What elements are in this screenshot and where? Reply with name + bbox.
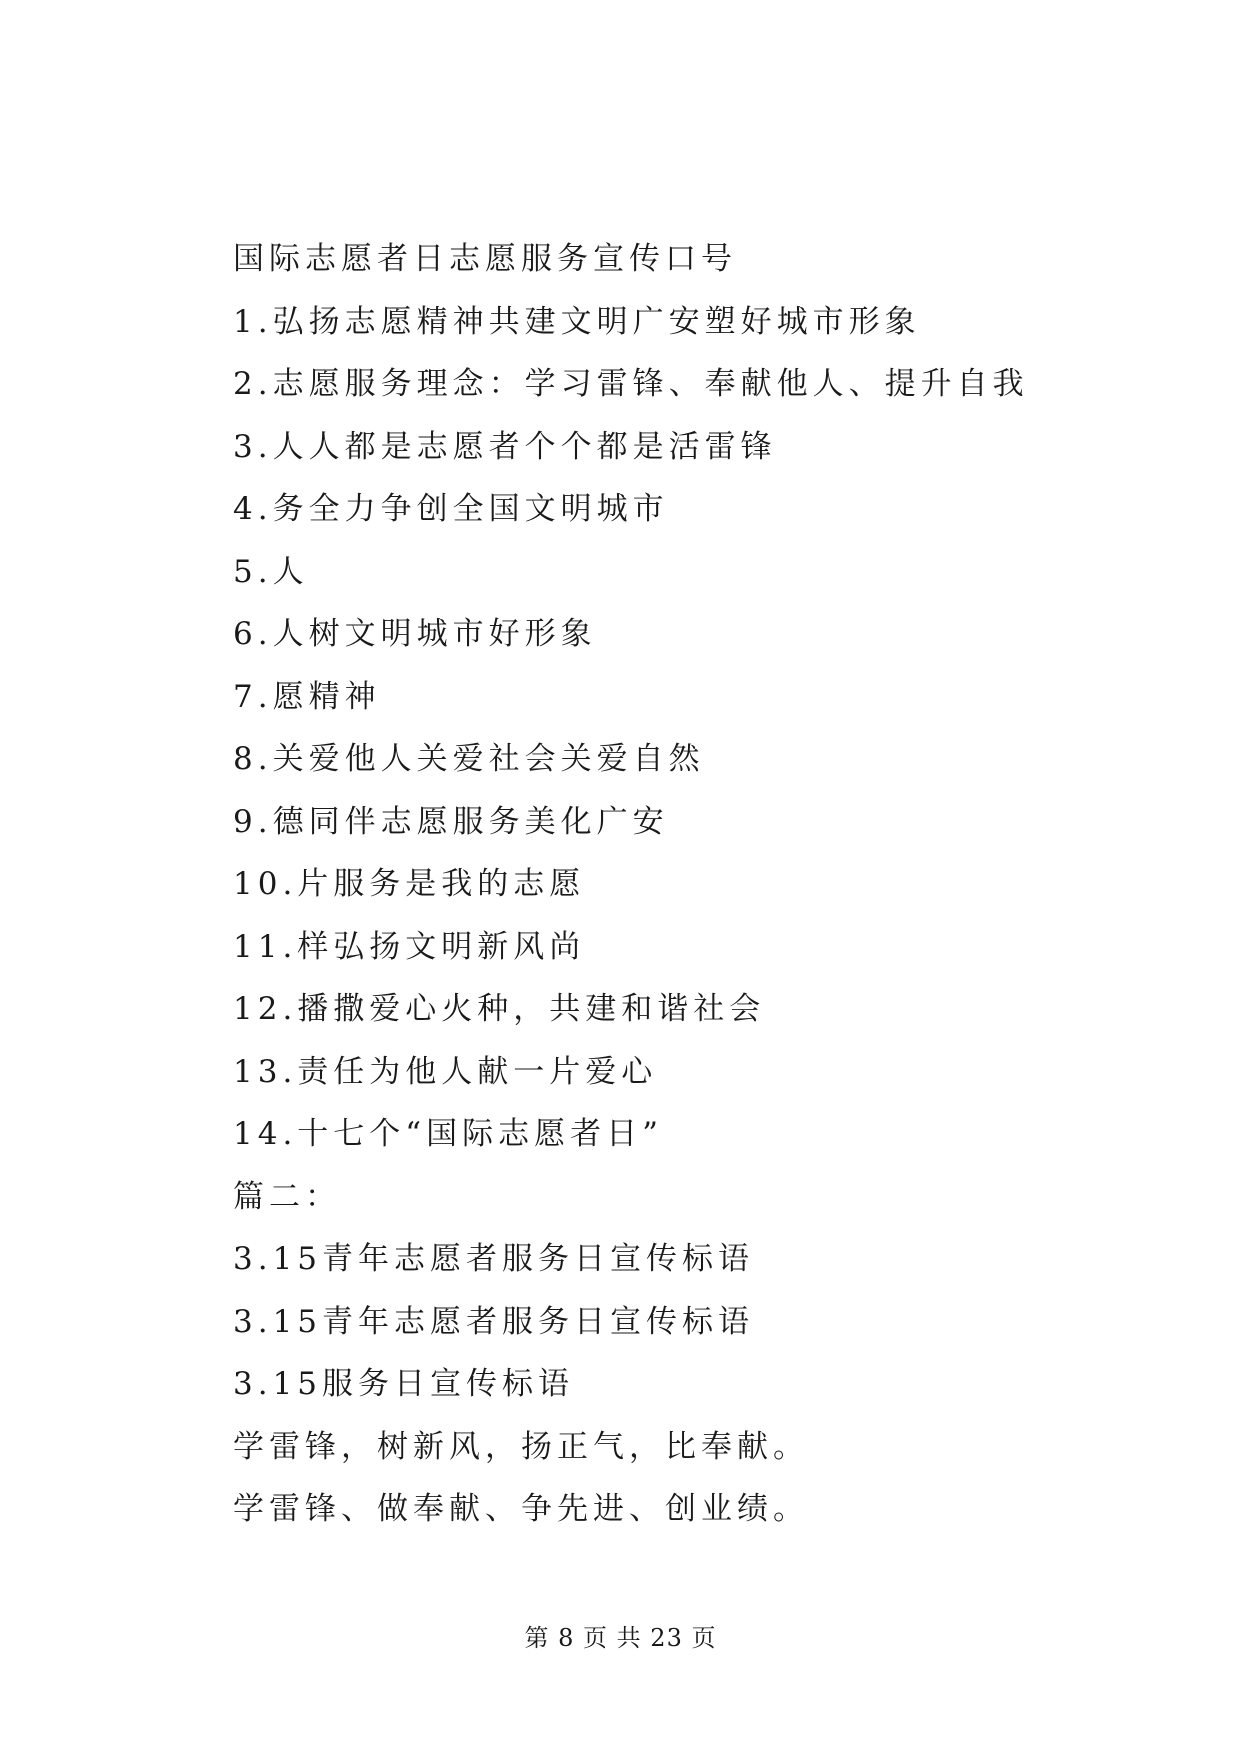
slogan-line: 3.15青年志愿者服务日宣传标语 bbox=[233, 1241, 755, 1277]
slogan-line: 学雷锋、做奉献、争先进、创业绩。 bbox=[233, 1491, 809, 1527]
slogan-line: 3.15服务日宣传标语 bbox=[233, 1366, 575, 1402]
document-title: 国际志愿者日志愿服务宣传口号 bbox=[233, 241, 737, 277]
slogan-line: 学雷锋，树新风，扬正气，比奉献。 bbox=[233, 1428, 809, 1465]
slogan-line: 2.志愿服务理念：学习雷锋、奉献他人、提升自我 bbox=[233, 366, 1029, 402]
slogan-line: 4.务全力争创全国文明城市 bbox=[233, 491, 669, 527]
slogan-line: 5.人 bbox=[233, 553, 309, 590]
slogan-line: 10.片服务是我的志愿 bbox=[233, 866, 586, 902]
slogan-line: 13.责任为他人献一片爱心 bbox=[233, 1053, 658, 1090]
slogan-line: 7.愿精神 bbox=[233, 678, 381, 715]
slogan-line: 3.15青年志愿者服务日宣传标语 bbox=[233, 1303, 755, 1340]
page-footer: 第 8 页 共 23 页 bbox=[524, 1624, 717, 1652]
slogan-line: 11.样弘扬文明新风尚 bbox=[233, 928, 586, 965]
slogan-line: 14.十七个“国际志愿者日” bbox=[233, 1116, 663, 1152]
section-heading: 篇二： bbox=[233, 1178, 341, 1215]
slogan-line: 1.弘扬志愿精神共建文明广安塑好城市形象 bbox=[233, 303, 921, 340]
slogan-line: 12.播撒爱心火种，共建和谐社会 bbox=[233, 991, 766, 1027]
slogan-line: 6.人树文明城市好形象 bbox=[233, 616, 597, 652]
document-body bbox=[233, 228, 1133, 1541]
slogan-line: 9.德同伴志愿服务美化广安 bbox=[233, 803, 669, 840]
slogan-line: 8.关爱他人关爱社会关爱自然 bbox=[233, 741, 705, 777]
slogan-line: 3.人人都是志愿者个个都是活雷锋 bbox=[233, 428, 777, 465]
